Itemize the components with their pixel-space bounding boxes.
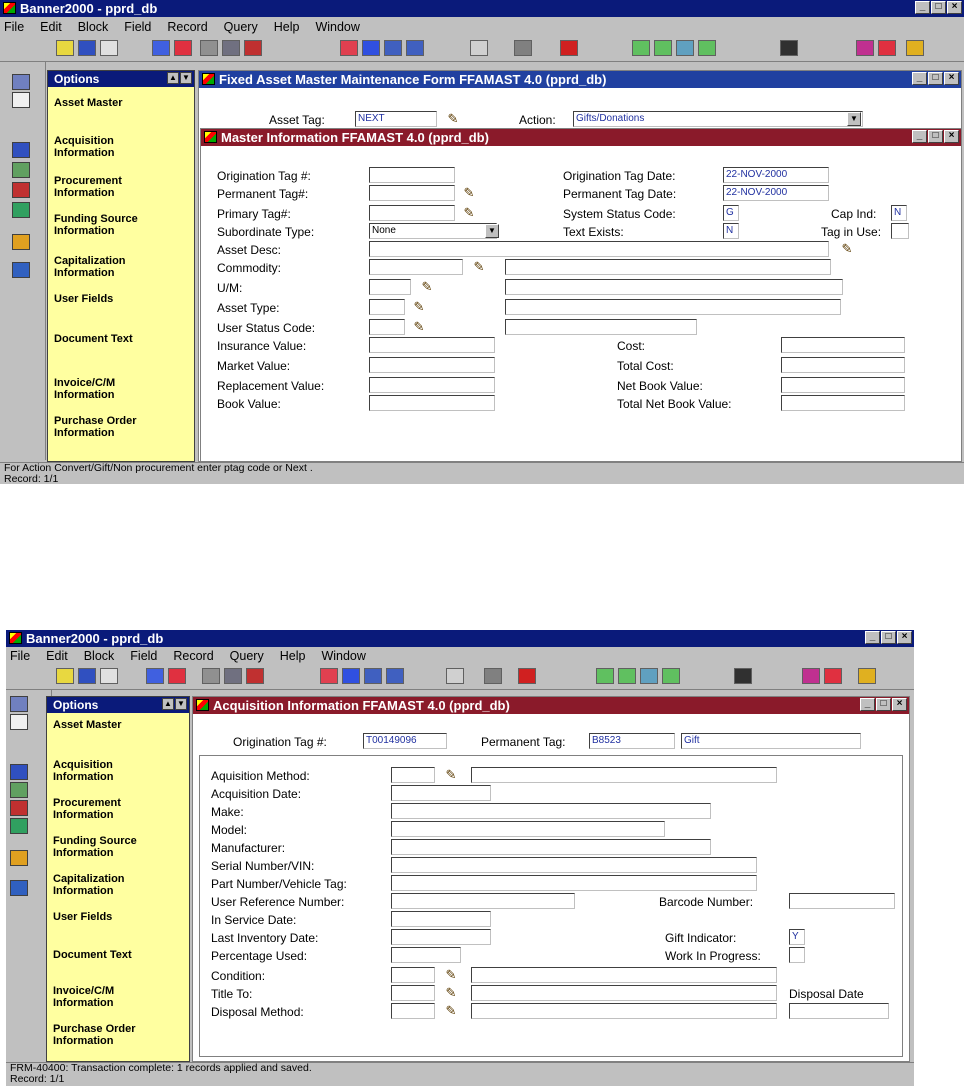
scroll-up-icon[interactable]: ▲ [167, 72, 179, 84]
option-purchase-order-information[interactable]: Purchase Order Information [54, 415, 137, 439]
condition-desc-field[interactable] [471, 967, 777, 983]
record-indicator-2: Record: 1/1 [10, 1073, 65, 1085]
options-title: Options [54, 72, 100, 86]
delete-record-icon[interactable] [246, 668, 264, 684]
tag-in-use-field[interactable] [891, 223, 909, 239]
acquisition-form-titlebar [193, 697, 909, 714]
cap-ind-label: Cap Ind: [831, 207, 877, 221]
options-header [48, 71, 194, 87]
condition-lov-icon[interactable]: ✎ [445, 967, 457, 982]
window-controls [915, 1, 962, 14]
fixed-asset-form-title: Fixed Asset Master Maintenance Form FFAMAST 4.0 (pprd_db) [219, 72, 607, 87]
scroll-down-icon[interactable]: ▼ [180, 72, 192, 84]
user-status-code-lov-icon[interactable]: ✎ [413, 319, 425, 334]
asset-desc-lov-icon[interactable]: ✎ [841, 241, 853, 256]
manufacturer-label: Manufacturer: [211, 841, 286, 855]
in-service-date-field[interactable] [391, 911, 491, 927]
net-book-value-label: Net Book Value: [617, 379, 703, 393]
in-service-date-label: In Service Date: [211, 913, 297, 927]
asset-tag-field[interactable]: NEXT [355, 111, 437, 127]
option-acquisition-information[interactable]: Acquisition Information [54, 135, 115, 159]
user-status-code-field[interactable] [369, 319, 405, 335]
excel-icon[interactable] [12, 162, 30, 178]
total-cost-field[interactable] [781, 357, 905, 373]
form-app-icon [202, 73, 215, 85]
master-info-window-controls [912, 130, 959, 143]
asset-type-lov-icon[interactable]: ✎ [413, 299, 425, 314]
word-icon[interactable] [10, 764, 28, 780]
master-info-app-icon [204, 131, 217, 143]
window-icon[interactable] [780, 40, 798, 56]
serial-number-label: Serial Number/VIN: [211, 859, 315, 873]
chart-icon[interactable] [560, 40, 578, 56]
um-label: U/M: [217, 281, 243, 295]
form-close-button[interactable]: × [944, 72, 959, 85]
next-record-icon[interactable] [362, 40, 380, 56]
disposal-method-label: Disposal Method: [211, 1005, 304, 1019]
text-exists-field[interactable]: N [723, 223, 739, 239]
subordinate-type-label: Subordinate Type: [217, 225, 315, 239]
excel-icon[interactable] [10, 782, 28, 798]
acquisition-information-form [192, 696, 910, 1062]
app-titlebar [0, 0, 964, 17]
option-asset-master[interactable]: Asset Master [53, 719, 122, 731]
asset-type-label: Asset Type: [217, 301, 280, 315]
acquisition-date-field[interactable] [391, 785, 491, 801]
work-in-progress-field[interactable] [789, 947, 805, 963]
menu-file-2[interactable]: File [10, 649, 31, 663]
permanent-tag-desc-field[interactable]: Gift [681, 733, 861, 749]
maximize-button-2[interactable]: □ [881, 631, 896, 644]
master-info-maximize-button[interactable]: □ [928, 130, 943, 143]
master-information-form [200, 128, 962, 462]
exit-icon[interactable] [100, 668, 118, 684]
option-document-text[interactable]: Document Text [54, 333, 133, 345]
commodity-lov-icon[interactable]: ✎ [473, 259, 485, 274]
acquisition-minimize-button[interactable]: _ [860, 698, 875, 711]
edit-icon[interactable] [470, 40, 488, 56]
status-bar [0, 462, 964, 484]
next-record-icon[interactable] [342, 668, 360, 684]
options-scroll-controls [167, 72, 192, 84]
insurance-value-field[interactable] [369, 337, 495, 353]
menu-bar [0, 18, 964, 36]
model-field[interactable] [391, 821, 665, 837]
next-block-icon[interactable] [174, 40, 192, 56]
execute-query-icon[interactable] [386, 668, 404, 684]
insert-record-icon[interactable] [200, 40, 218, 56]
acquisition-method-lov-icon[interactable]: ✎ [445, 767, 457, 782]
app-title: Banner2000 - pprd_db [20, 1, 158, 16]
market-value-label: Market Value: [217, 359, 291, 373]
cap-ind-field[interactable]: N [891, 205, 907, 221]
grid-icon[interactable] [10, 714, 28, 730]
status-bar-2 [6, 1062, 914, 1086]
total-cost-label: Total Cost: [617, 359, 674, 373]
calculator-icon[interactable] [12, 74, 30, 90]
sim-icon[interactable] [12, 262, 30, 278]
enter-query-icon[interactable] [384, 40, 402, 56]
print-icon[interactable] [514, 40, 532, 56]
asset-desc-label: Asset Desc: [217, 243, 282, 257]
acquisition-maximize-button[interactable]: □ [876, 698, 891, 711]
asset-desc-field[interactable] [369, 241, 829, 257]
globe-icon[interactable] [12, 202, 30, 218]
menu-help-2[interactable]: Help [279, 649, 306, 663]
banner-app-icon [3, 2, 16, 14]
commodity-label: Commodity: [217, 261, 282, 275]
acquisition-method-desc-field[interactable] [471, 767, 777, 783]
scroll-down-icon[interactable]: ▼ [175, 698, 187, 710]
title-to-field[interactable] [391, 985, 435, 1001]
options-title-2: Options [53, 698, 99, 712]
acquisition-date-label: Acquisition Date: [211, 787, 302, 801]
screenshot-1-window [0, 0, 964, 484]
origination-tag-field[interactable] [369, 167, 455, 183]
user-reference-number-field[interactable] [391, 893, 575, 909]
um-field[interactable] [369, 279, 411, 295]
options-header-2 [47, 697, 189, 713]
app-title-2: Banner2000 - pprd_db [26, 631, 164, 646]
model-label: Model: [211, 823, 248, 837]
tag-in-use-label: Tag in Use: [821, 225, 882, 239]
print-icon[interactable] [484, 668, 502, 684]
options-panel [47, 70, 195, 462]
execute-query-icon[interactable] [406, 40, 424, 56]
menu-record-2[interactable]: Record [173, 649, 214, 663]
query-tools-icon-1[interactable] [596, 668, 614, 684]
system-status-code-label: System Status Code: [563, 207, 676, 221]
menu-query[interactable]: Query [223, 20, 258, 34]
scroll-up-icon[interactable]: ▲ [162, 698, 174, 710]
rollback-icon[interactable] [78, 40, 96, 56]
previous-record-icon[interactable] [340, 40, 358, 56]
globe-icon[interactable] [10, 818, 28, 834]
insurance-value-label: Insurance Value: [217, 339, 307, 353]
books-icon[interactable] [856, 40, 874, 56]
disposal-date-field[interactable] [789, 1003, 889, 1019]
status-message: For Action Convert/Gift/Non procurement enter ptag code or Next . [4, 462, 313, 474]
word-icon[interactable] [12, 142, 30, 158]
menu-edit[interactable]: Edit [40, 20, 62, 34]
query-tools-icon-4[interactable] [662, 668, 680, 684]
replacement-value-field[interactable] [369, 377, 495, 393]
asset-type-field[interactable] [369, 299, 405, 315]
make-field[interactable] [391, 803, 711, 819]
previous-record-icon[interactable] [320, 668, 338, 684]
exit-icon[interactable] [100, 40, 118, 56]
condition-label: Condition: [211, 969, 266, 983]
commodity-field[interactable] [369, 259, 463, 275]
menu-field[interactable]: Field [124, 20, 152, 34]
gift-indicator-label: Gift Indicator: [665, 931, 737, 945]
save-icon[interactable] [56, 40, 74, 56]
net-book-value-field[interactable] [781, 377, 905, 393]
banner-app-icon-2 [9, 632, 22, 644]
calculator-icon[interactable] [10, 696, 28, 712]
menu-window[interactable]: Window [315, 20, 360, 34]
acquisition-close-button[interactable]: × [892, 698, 907, 711]
disposal-date-label: Disposal Date [789, 987, 864, 1001]
option-invoice-cm-information[interactable]: Invoice/C/M Information [53, 985, 115, 1009]
option-document-text[interactable]: Document Text [53, 949, 132, 961]
options-panel-2 [46, 696, 190, 1062]
columns-icon[interactable] [12, 92, 30, 108]
query-tools-icon-3[interactable] [640, 668, 658, 684]
permanent-tag-lov-icon[interactable]: ✎ [463, 185, 475, 200]
permanent-tag-label: Permanent Tag: [481, 735, 566, 749]
percentage-used-label: Percentage Used: [211, 949, 308, 963]
screenshot-2-window [6, 630, 914, 1086]
query-tools-icon-2[interactable] [654, 40, 672, 56]
options-scroll-controls-2 [162, 698, 187, 710]
last-inventory-date-field[interactable] [391, 929, 491, 945]
option-invoice-cm-information[interactable]: Invoice/C/M Information [54, 377, 116, 401]
origination-tag-field[interactable]: T00149096 [363, 733, 447, 749]
permanent-tag-field[interactable]: B8523 [589, 733, 675, 749]
presentation-icon[interactable] [10, 800, 28, 816]
permanent-tag-date-field[interactable]: 22-NOV-2000 [723, 185, 829, 201]
app-titlebar-2 [6, 630, 914, 647]
book-value-label: Book Value: [217, 397, 281, 411]
report-icon[interactable] [10, 850, 28, 866]
left-icon-column [0, 62, 46, 460]
system-status-code-field[interactable]: G [723, 205, 739, 221]
acquisition-form-title: Acquisition Information FFAMAST 4.0 (pprd_db) [213, 698, 510, 713]
book-value-field[interactable] [369, 395, 495, 411]
option-procurement-information[interactable]: Procurement Information [54, 175, 122, 199]
exit-door-icon[interactable] [858, 668, 876, 684]
sim-icon[interactable] [10, 880, 28, 896]
serial-number-field[interactable] [391, 857, 757, 873]
menu-query-2[interactable]: Query [229, 649, 264, 663]
remove-record-icon[interactable] [224, 668, 242, 684]
eye-icon[interactable] [824, 668, 842, 684]
asset-type-desc-field[interactable] [505, 299, 841, 315]
disposal-method-lov-icon[interactable]: ✎ [445, 1003, 457, 1018]
query-tools-icon-3[interactable] [676, 40, 694, 56]
close-button-2[interactable]: × [897, 631, 912, 644]
barcode-number-label: Barcode Number: [659, 895, 754, 909]
remove-record-icon[interactable] [222, 40, 240, 56]
cost-label: Cost: [617, 339, 646, 353]
rollback-icon[interactable] [78, 668, 96, 684]
edit-icon[interactable] [446, 668, 464, 684]
percentage-used-field[interactable] [391, 947, 461, 963]
menu-file[interactable]: File [4, 20, 25, 34]
master-info-close-button[interactable]: × [944, 130, 959, 143]
option-funding-source-information[interactable]: Funding Source Information [54, 213, 138, 237]
permanent-tag-field[interactable] [369, 185, 455, 201]
text-exists-label: Text Exists: [563, 225, 624, 239]
cost-field[interactable] [781, 337, 905, 353]
um-lov-icon[interactable]: ✎ [421, 279, 433, 294]
minimize-button-2[interactable]: _ [865, 631, 880, 644]
primary-tag-label: Primary Tag#: [217, 207, 291, 221]
maximize-button[interactable]: □ [931, 1, 946, 14]
menu-field-2[interactable]: Field [130, 649, 158, 663]
last-inventory-date-label: Last Inventory Date: [211, 931, 319, 945]
window-icon[interactable] [734, 668, 752, 684]
option-funding-source-information[interactable]: Funding Source Information [53, 835, 137, 859]
origination-tag-date-field[interactable]: 22-NOV-2000 [723, 167, 829, 183]
title-to-label: Title To: [211, 987, 253, 1001]
primary-tag-lov-icon[interactable]: ✎ [463, 205, 475, 220]
primary-tag-field[interactable] [369, 205, 455, 221]
status-message-2: FRM-40400: Transaction complete: 1 records applied and saved. [10, 1062, 312, 1074]
close-button[interactable]: × [947, 1, 962, 14]
subordinate-type-select[interactable]: None [369, 223, 497, 239]
window-controls-2 [865, 631, 912, 644]
origination-tag-label: Origination Tag #: [217, 169, 311, 183]
total-net-book-value-label: Total Net Book Value: [617, 397, 732, 411]
acquisition-form-window-controls [860, 698, 907, 711]
condition-field[interactable] [391, 967, 435, 983]
menu-help[interactable]: Help [273, 20, 300, 34]
menu-window-2[interactable]: Window [321, 649, 366, 663]
action-dropdown-icon[interactable]: ▼ [847, 112, 861, 126]
replacement-value-label: Replacement Value: [217, 379, 325, 393]
delete-record-icon[interactable] [244, 40, 262, 56]
option-capitalization-information[interactable]: Capitalization Information [54, 255, 126, 279]
books-icon[interactable] [802, 668, 820, 684]
master-info-titlebar [201, 129, 961, 146]
record-indicator: Record: 1/1 [4, 473, 59, 484]
disposal-method-field[interactable] [391, 1003, 435, 1019]
save-icon[interactable] [56, 668, 74, 684]
um-desc-field[interactable] [505, 279, 843, 295]
query-tools-icon-1[interactable] [632, 40, 650, 56]
subordinate-type-dropdown-icon[interactable]: ▼ [485, 224, 499, 238]
option-purchase-order-information[interactable]: Purchase Order Information [53, 1023, 136, 1047]
form-minimize-button[interactable]: _ [912, 72, 927, 85]
barcode-number-field[interactable] [789, 893, 895, 909]
user-status-code-label: User Status Code: [217, 321, 316, 335]
exit-door-icon[interactable] [906, 40, 924, 56]
option-user-fields[interactable]: User Fields [53, 911, 113, 923]
master-info-title: Master Information FFAMAST 4.0 (pprd_db) [221, 130, 489, 145]
option-user-fields[interactable]: User Fields [54, 293, 114, 305]
chart-icon[interactable] [518, 668, 536, 684]
permanent-tag-label: Permanent Tag#: [217, 187, 309, 201]
acquisition-method-label: Aquisition Method: [211, 769, 310, 783]
part-number-field[interactable] [391, 875, 757, 891]
option-asset-master[interactable]: Asset Master [54, 97, 123, 109]
enter-query-icon[interactable] [364, 668, 382, 684]
menu-record[interactable]: Record [167, 20, 208, 34]
asset-tag-label: Asset Tag: [269, 113, 325, 127]
toolbar-2 [6, 664, 914, 690]
presentation-icon[interactable] [12, 182, 30, 198]
master-info-minimize-button[interactable]: _ [912, 130, 927, 143]
permanent-tag-date-label: Permanent Tag Date: [563, 187, 677, 201]
option-acquisition-information[interactable]: Acquisition Information [53, 759, 114, 783]
query-tools-icon-4[interactable] [698, 40, 716, 56]
work-in-progress-label: Work In Progress: [665, 949, 761, 963]
origination-tag-date-label: Origination Tag Date: [563, 169, 676, 183]
option-capitalization-information[interactable]: Capitalization Information [53, 873, 125, 897]
market-value-field[interactable] [369, 357, 495, 373]
user-reference-number-label: User Reference Number: [211, 895, 345, 909]
eye-icon[interactable] [878, 40, 896, 56]
menu-block-2[interactable]: Block [83, 649, 115, 663]
report-icon[interactable] [12, 234, 30, 250]
form-window-controls [912, 72, 959, 85]
toolbar [0, 36, 964, 62]
user-status-desc-field[interactable] [505, 319, 697, 335]
insert-record-icon[interactable] [202, 668, 220, 684]
acquisition-form-app-icon [196, 699, 209, 711]
acquisition-method-field[interactable] [391, 767, 435, 783]
gift-indicator-field[interactable]: Y [789, 929, 805, 945]
previous-block-icon[interactable] [146, 668, 164, 684]
previous-block-icon[interactable] [152, 40, 170, 56]
disposal-method-desc-field[interactable] [471, 1003, 777, 1019]
part-number-label: Part Number/Vehicle Tag: [211, 877, 347, 891]
menu-block[interactable]: Block [77, 20, 109, 34]
query-tools-icon-2[interactable] [618, 668, 636, 684]
action-label: Action: [519, 113, 556, 127]
asset-tag-lov-icon[interactable]: ✎ [447, 111, 459, 126]
title-to-lov-icon[interactable]: ✎ [445, 985, 457, 1000]
form-maximize-button[interactable]: □ [928, 72, 943, 85]
menu-bar-2 [6, 647, 914, 665]
manufacturer-field[interactable] [391, 839, 711, 855]
option-procurement-information[interactable]: Procurement Information [53, 797, 121, 821]
menu-edit-2[interactable]: Edit [46, 649, 68, 663]
minimize-button[interactable]: _ [915, 1, 930, 14]
next-block-icon[interactable] [168, 668, 186, 684]
action-select[interactable]: Gifts/Donations [573, 111, 863, 127]
total-net-book-value-field[interactable] [781, 395, 905, 411]
origination-tag-label: Origination Tag #: [233, 735, 327, 749]
fixed-asset-form-titlebar [199, 71, 961, 88]
commodity-desc-field[interactable] [505, 259, 831, 275]
make-label: Make: [211, 805, 244, 819]
title-to-desc-field[interactable] [471, 985, 777, 1001]
